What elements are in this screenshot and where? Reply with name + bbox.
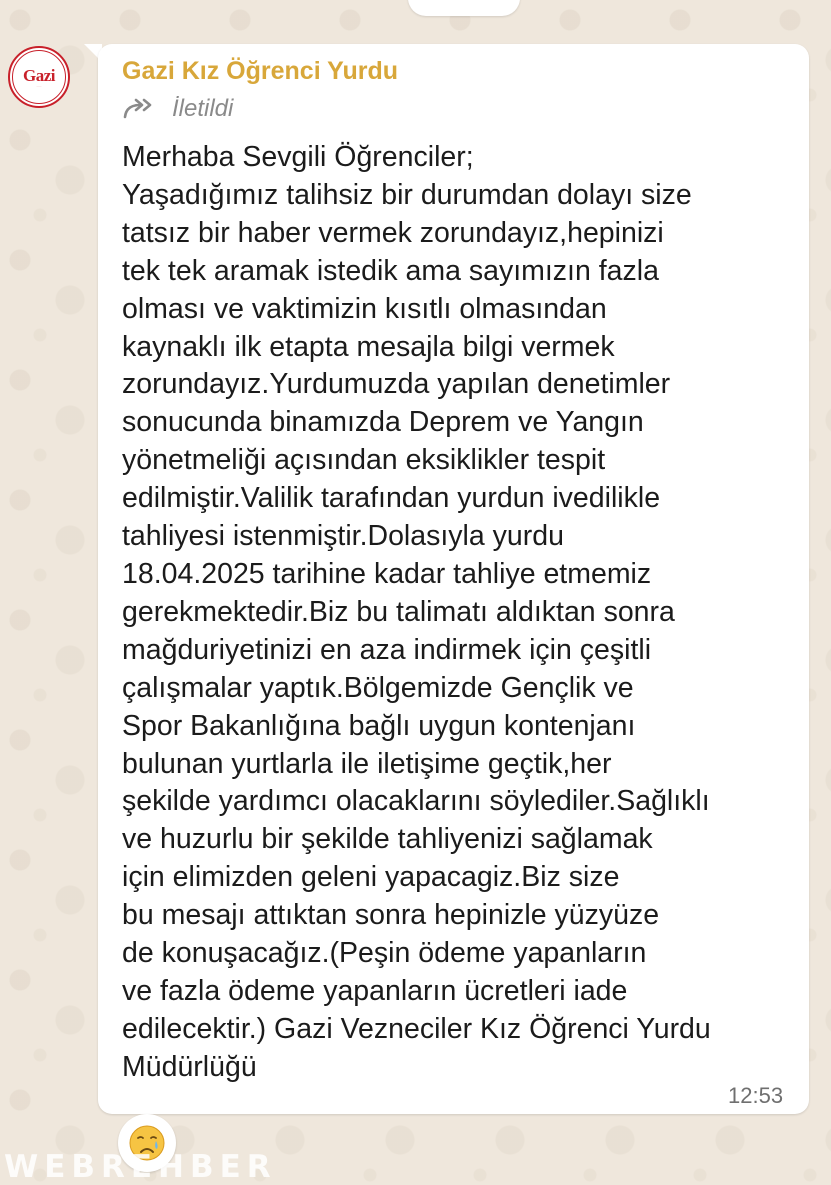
message-timestamp: 12:53: [728, 1083, 784, 1108]
message-line: mağduriyetinizi en aza indirmek için çeşitli: [122, 633, 652, 666]
message-line: şekilde yardımcı olacaklarını söylediler.Sağlıklı: [122, 785, 710, 818]
message-line: yönetmeliği açısından eksiklikler tespit: [122, 444, 606, 477]
message-line: için elimizden geleni yapacagiz.Biz size: [122, 861, 620, 894]
avatar-logo-text: Gazi: [23, 65, 55, 85]
message-line: 18.04.2025 tarihine kadar tahliye etmemiz: [122, 557, 652, 590]
message-line: Müdürlüğü: [122, 1050, 257, 1083]
message-line: kaynaklı ilk etapta mesajla bilgi vermek: [122, 330, 615, 363]
message-line: bu mesajı attıktan sonra hepinizle yüzyüze: [122, 899, 660, 932]
sender-name[interactable]: Gazi Kız Öğrenci Yurdu: [122, 57, 398, 85]
message-line: tatsız bir haber vermek zorundayız,hepinizi: [122, 216, 664, 249]
sender-avatar[interactable]: [8, 46, 70, 108]
message-line: bulunan yurtlarla ile iletişime geçtik,her: [122, 747, 612, 780]
message-line: gerekmektedir.Biz bu talimatı aldıktan sonra: [122, 595, 675, 628]
forward-arrows-icon: [122, 97, 158, 121]
forwarded-label: İletildi: [172, 95, 234, 122]
message-text: [122, 139, 802, 1087]
message-line: Yaşadığımız talihsiz bir durumdan dolayı size: [122, 178, 692, 211]
message-line: tahliyesi istenmiştir.Dolasıyla yurdu: [122, 520, 564, 553]
message-line: çalışmalar yaptık.Bölgemizde Gençlik ve: [122, 671, 634, 704]
forwarded-indicator: [122, 95, 233, 123]
date-pill: [408, 0, 520, 16]
watermark: WEBREHBER: [4, 1149, 277, 1185]
message-line: tek tek aramak istedik ama sayımızın fazla: [122, 254, 659, 287]
avatar-logo: [12, 50, 66, 104]
message-line: Merhaba Sevgili Öğrenciler;: [122, 141, 474, 173]
message-line: sonucunda binamızda Deprem ve Yangın: [122, 406, 644, 439]
message-line: olması ve vaktimizin kısıtlı olmasından: [122, 292, 607, 325]
message-line: de konuşacağız.(Peşin ödeme yapanların: [122, 937, 647, 970]
message-line: edilmiştir.Valilik tarafından yurdun ivedilikle: [122, 482, 661, 515]
message-line: ve huzurlu bir şekilde tahliyenizi sağlamak: [122, 823, 653, 856]
message-line: ve fazla ödeme yapanların ücretleri iade: [122, 974, 628, 1007]
avatar-logo-subtext: ·····: [36, 83, 42, 88]
message-line: Spor Bakanlığına bağlı uygun kontenjanı: [122, 709, 636, 742]
message-line: edilecektir.) Gazi Vezneciler Kız Öğrenci Yurdu: [122, 1012, 711, 1045]
message-line: zorundayız.Yurdumuzda yapılan denetimler: [122, 368, 671, 401]
